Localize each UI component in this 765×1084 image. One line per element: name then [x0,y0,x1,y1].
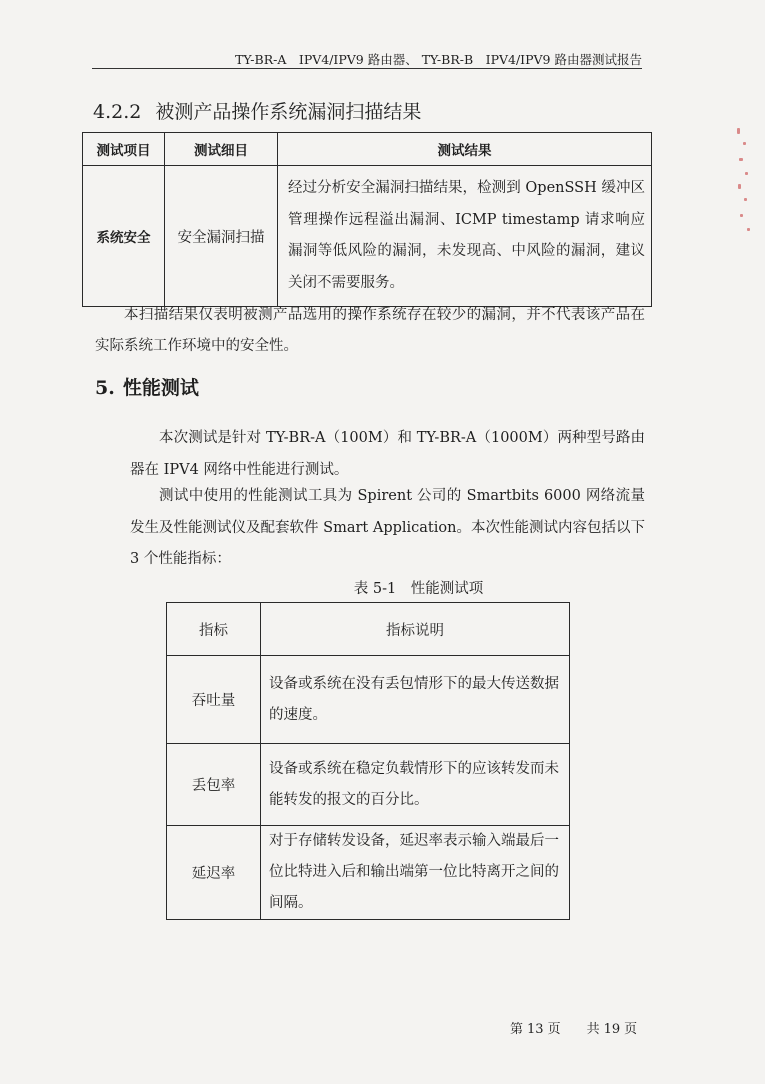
vulnerability-scan-table [82,132,652,307]
running-header: TY-BR-A IPV4/IPV9 路由器、 TY-BR-B IPV4/IPV9 路由器测试报告 [235,52,642,67]
seal-edge-marks [735,128,755,238]
table-header-row [167,603,570,656]
page-label: 第 [510,1022,524,1037]
column-header: 测试结果 [278,133,652,166]
cell-metric: 延迟率 [167,826,261,920]
total-pages: 19 [603,1022,621,1037]
total-label: 页 [624,1022,638,1037]
cell-description: 设备或系统在稳定负载情形下的应该转发而未能转发的报文的百分比。 [261,744,570,826]
table-row [83,166,652,307]
table-header-row [83,133,652,166]
cell-metric: 吞吐量 [167,656,261,744]
table-row [167,744,570,826]
table-row [167,656,570,744]
chapter-heading [95,373,199,400]
perf-intro-paragraph: 本次测试是针对 TY-BR-A（100M）和 TY-BR-A（1000M）两种型号路由器在 IPV4 网络中性能进行测试。 [130,430,645,478]
header-rule [92,68,642,69]
section-title: 被测产品操作系统漏洞扫描结果 [155,101,422,123]
chapter-number: 5. [95,377,115,399]
table-caption: 表 5-1 性能测试项 [353,581,484,597]
chapter-title: 性能测试 [122,377,199,399]
cell-description: 对于存储转发设备，延迟率表示输入端最后一位比特进入后和输出端第一位比特离开之间的间隔。 [261,826,570,920]
page-number: 13 [527,1022,544,1037]
total-label: 共 [586,1022,600,1037]
page-label: 页 [547,1022,561,1037]
page-footer [510,1018,641,1037]
section-heading [93,97,421,124]
column-header: 测试项目 [83,133,165,166]
column-header: 指标说明 [261,603,570,656]
column-header: 指标 [167,603,261,656]
cell-metric: 丢包率 [167,744,261,826]
cell-test-item: 系统安全 [83,166,165,307]
performance-metrics-table [166,602,570,920]
perf-tools-paragraph: 测试中使用的性能测试工具为 Spirent 公司的 Smartbits 6000 网络流量发生及性能测试仪及配套软件 Smart Application。本次性能测试内容包括以下 3 个性能指标： [130,488,645,567]
cell-test-detail: 安全漏洞扫描 [165,166,278,307]
table-row [167,826,570,920]
column-header: 测试细目 [165,133,278,166]
cell-description: 设备或系统在没有丢包情形下的最大传送数据的速度。 [261,656,570,744]
scan-note-paragraph: 本扫描结果仅表明被测产品选用的操作系统存在较少的漏洞，并不代表该产品在实际系统工作环境中的安全性。 [95,307,645,354]
cell-test-result: 经过分析安全漏洞扫描结果，检测到 OpenSSH 缓冲区管理操作远程溢出漏洞、ICMP timestamp 请求响应漏洞等低风险的漏洞，未发现高、中风险的漏洞，建议关闭不需要服务。 [278,166,652,307]
section-number: 4.2.2 [93,101,142,123]
